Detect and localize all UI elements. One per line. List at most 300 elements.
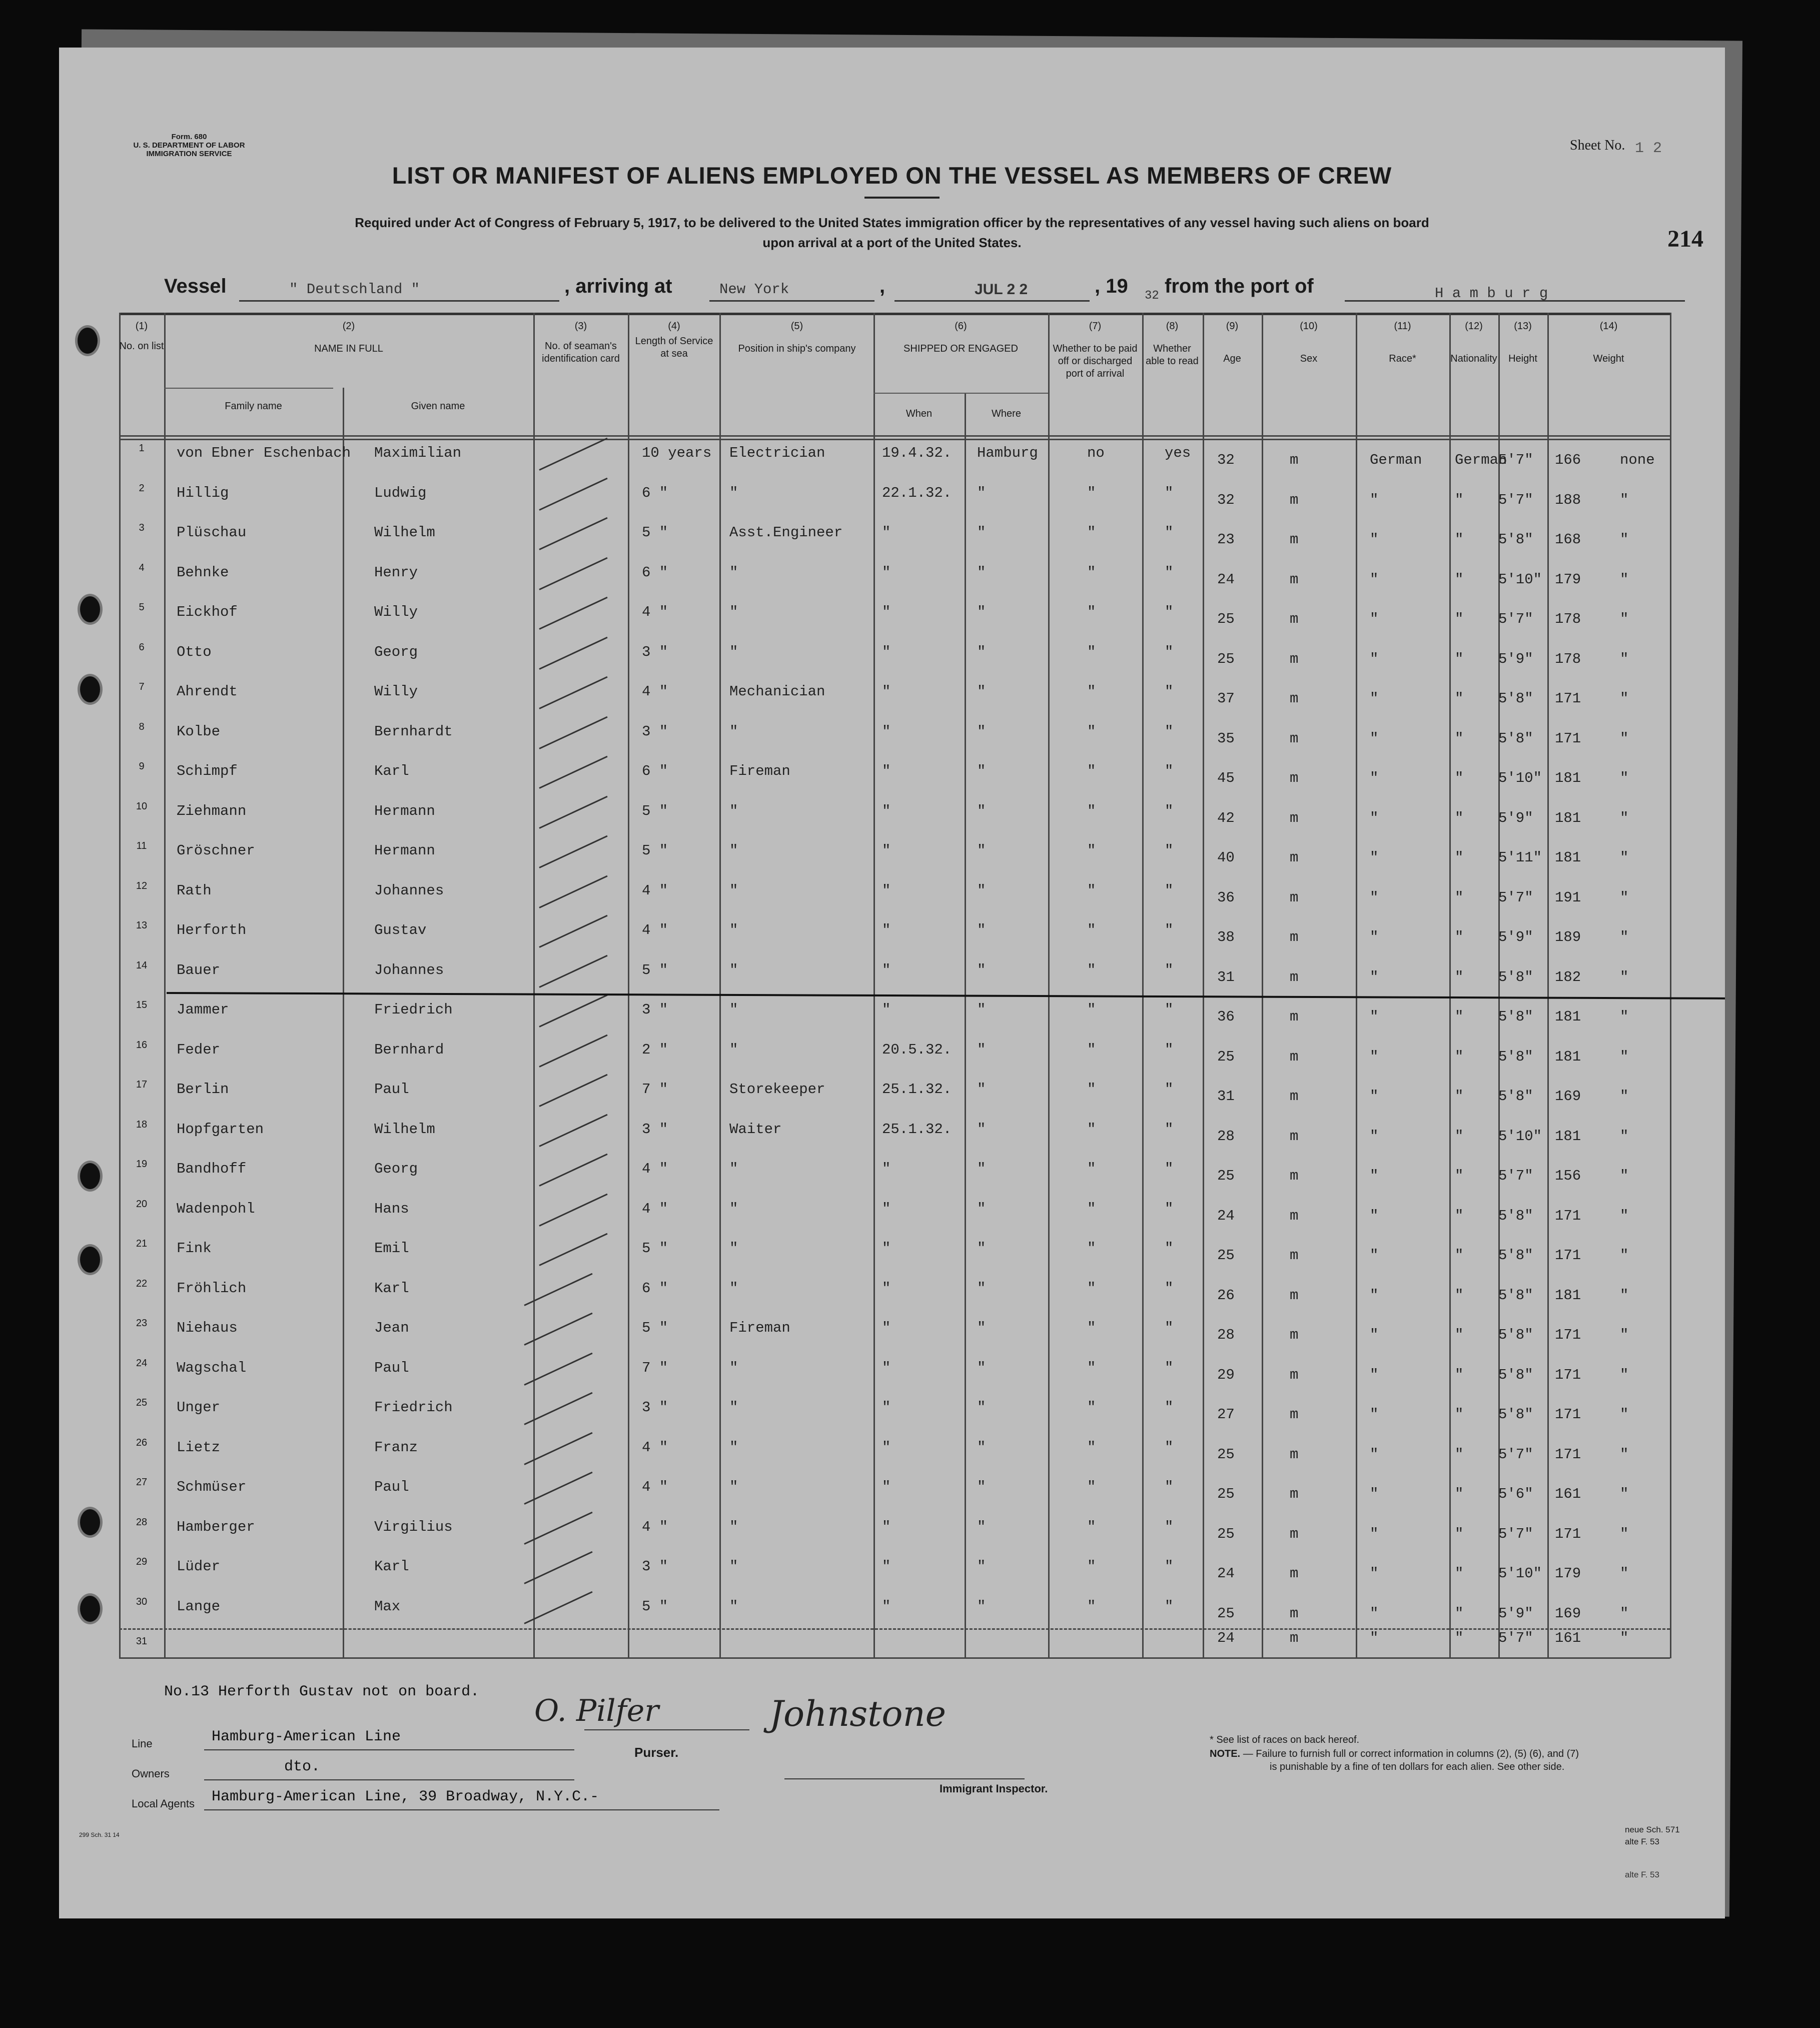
age-cell: 36: [1217, 889, 1235, 906]
paid-off-cell: ": [1087, 683, 1096, 700]
family-name-cell: Unger: [177, 1399, 221, 1416]
shipped-where-cell: ": [977, 604, 986, 620]
paid-off-cell: ": [1087, 1479, 1096, 1495]
given-name-cell: Georg: [374, 1161, 418, 1177]
physical-marks-cell: ": [1620, 1486, 1629, 1502]
header-col-11: (11) Race*: [1389, 321, 1416, 364]
nationality-cell: ": [1455, 730, 1464, 747]
column-rule: [628, 313, 629, 1658]
column-rule: [119, 313, 121, 1658]
physical-marks-cell: ": [1620, 968, 1629, 985]
row-number: 19: [136, 1159, 148, 1170]
paid-off-cell: ": [1087, 1240, 1096, 1257]
sex-cell: m: [1290, 770, 1299, 786]
crew-table: [119, 313, 1670, 1658]
weight-cell: 171: [1555, 1525, 1581, 1542]
service-cell: 10 years: [642, 445, 712, 461]
shipped-when-cell: 25.1.32.: [882, 1121, 952, 1138]
shipped-where-cell: Hamburg: [977, 445, 1038, 461]
race-cell: ": [1370, 968, 1379, 985]
paid-off-cell: ": [1087, 842, 1096, 859]
shipped-where-cell: ": [977, 1081, 986, 1098]
shipped-when-cell: ": [882, 922, 891, 938]
age-cell: 27: [1217, 1406, 1235, 1423]
id-card-check-mark: [539, 597, 607, 630]
weight-cell: 189: [1555, 929, 1581, 945]
column-rule: [164, 313, 166, 1658]
name-subheader-rule: [164, 388, 333, 389]
able-to-read-cell: ": [1165, 1161, 1174, 1177]
shipped-where-cell: ": [977, 1121, 986, 1138]
weight-cell: 178: [1555, 650, 1581, 667]
weight-cell: 168: [1555, 531, 1581, 548]
row-number: 18: [136, 1119, 148, 1130]
id-card-check-mark: [539, 915, 607, 948]
given-name-cell: Bernhardt: [374, 723, 453, 740]
age-cell: 29: [1217, 1366, 1235, 1383]
able-to-read-cell: ": [1165, 1439, 1174, 1456]
sex-cell: m: [1290, 1406, 1299, 1423]
able-to-read-cell: ": [1165, 524, 1174, 541]
header-col-5: (5) Position in ship's company: [738, 321, 856, 354]
nationality-cell: ": [1455, 1287, 1464, 1304]
service-cell: 4 ": [642, 1479, 668, 1495]
form-number: Form. 680: [171, 133, 207, 141]
age-cell: 25: [1217, 1048, 1235, 1065]
able-to-read-cell: ": [1165, 961, 1174, 978]
shipped-where-cell: ": [977, 643, 986, 660]
shipped-where-cell: ": [977, 723, 986, 740]
header-rule: [119, 439, 1670, 440]
weight-cell: 182: [1555, 968, 1581, 985]
age-cell: 25: [1217, 650, 1235, 667]
shipped-where-cell: ": [977, 1359, 986, 1376]
position-cell: ": [729, 1399, 738, 1416]
height-cell: 5'6": [1498, 1486, 1533, 1502]
nationality-cell: ": [1455, 1247, 1464, 1264]
position-cell: Asst.Engineer: [729, 524, 843, 541]
form-identifier: [102, 133, 277, 158]
nationality-cell: ": [1455, 809, 1464, 826]
race-cell: ": [1370, 1605, 1379, 1622]
height-cell: 5'7": [1498, 491, 1533, 508]
paid-off-cell: ": [1087, 961, 1096, 978]
nationality-cell: ": [1455, 690, 1464, 707]
race-cell: ": [1370, 1327, 1379, 1343]
paid-off-cell: ": [1087, 723, 1096, 740]
row-number: 4: [139, 562, 145, 573]
family-name-cell: Herforth: [177, 922, 247, 938]
shipped-where-cell: ": [977, 1161, 986, 1177]
given-name-cell: Wilhelm: [374, 1121, 435, 1138]
nationality-cell: ": [1455, 1486, 1464, 1502]
physical-marks-cell: ": [1620, 1287, 1629, 1304]
able-to-read-cell: ": [1165, 1001, 1174, 1018]
nationality-cell: ": [1455, 889, 1464, 906]
given-name-cell: Friedrich: [374, 1001, 453, 1018]
height-cell: 5'8": [1498, 531, 1533, 548]
given-name-cell: Karl: [374, 763, 409, 779]
weight-cell: 161: [1555, 1630, 1581, 1646]
shipped-when-cell: ": [882, 882, 891, 899]
age-cell: 40: [1217, 849, 1235, 866]
sex-cell: m: [1290, 1008, 1299, 1025]
sheet-number-label: Sheet No.: [1570, 138, 1625, 153]
weight-cell: 171: [1555, 690, 1581, 707]
shipped-where-cell: ": [977, 1320, 986, 1336]
row-number: 24: [136, 1357, 148, 1369]
id-card-check-mark: [539, 438, 607, 471]
title-rule: [864, 197, 940, 199]
height-cell: 5'7": [1498, 1446, 1533, 1463]
inspector-underline: [784, 1778, 1025, 1779]
shipped-when-cell: 22.1.32.: [882, 484, 952, 501]
nationality-cell: German: [1455, 452, 1507, 468]
given-name-cell: Wilhelm: [374, 524, 435, 541]
stamp-alte-2: alte F. 53: [1625, 1870, 1659, 1879]
given-name-cell: Bernhard: [374, 1041, 444, 1058]
shipped-when-cell: ": [882, 1439, 891, 1456]
position-cell: Electrician: [729, 445, 825, 461]
id-card-check-mark: [539, 1193, 607, 1226]
race-cell: ": [1370, 1630, 1379, 1646]
arriving-label: , arriving at: [564, 275, 672, 297]
line-underline: [204, 1749, 574, 1750]
sex-cell: m: [1290, 1366, 1299, 1383]
height-cell: 5'7": [1498, 1525, 1533, 1542]
physical-marks-cell: ": [1620, 1605, 1629, 1622]
race-cell: ": [1370, 1446, 1379, 1463]
row-number: 3: [139, 522, 145, 533]
able-to-read-cell: ": [1165, 1320, 1174, 1336]
paid-off-cell: ": [1087, 1399, 1096, 1416]
race-cell: ": [1370, 1525, 1379, 1542]
subtitle: [259, 213, 1525, 253]
shipped-when-cell: ": [882, 683, 891, 700]
shipped-where-cell: ": [977, 802, 986, 819]
given-name-cell: Paul: [374, 1479, 409, 1495]
family-name-cell: Lüder: [177, 1558, 221, 1575]
height-cell: 5'9": [1498, 650, 1533, 667]
id-card-check-mark: [539, 1114, 607, 1147]
row-number: 10: [136, 800, 148, 812]
shipped-when-cell: ": [882, 1479, 891, 1495]
sex-cell: m: [1290, 611, 1299, 627]
given-name-cell: Willy: [374, 604, 418, 620]
race-cell: ": [1370, 1008, 1379, 1025]
position-cell: ": [729, 1240, 738, 1257]
column-rule: [873, 313, 875, 1658]
owners-label: Owners: [132, 1767, 170, 1780]
nationality-cell: ": [1455, 770, 1464, 786]
family-name-cell: Berlin: [177, 1081, 229, 1098]
family-name-cell: Feder: [177, 1041, 221, 1058]
age-cell: 36: [1217, 1008, 1235, 1025]
punch-hole: [78, 1161, 103, 1192]
row-number: 28: [136, 1516, 148, 1528]
shipped-when-cell: ": [882, 643, 891, 660]
header-col-2: (2) NAME IN FULL: [314, 321, 383, 354]
shipped-when-cell: ": [882, 524, 891, 541]
header-col-3: (3) No. of seaman's identification card: [542, 321, 620, 364]
row-number: 22: [136, 1278, 148, 1289]
able-to-read-cell: ": [1165, 683, 1174, 700]
year-value: 32: [1145, 289, 1159, 303]
column-rule: [1356, 313, 1357, 1658]
able-to-read-cell: ": [1165, 1280, 1174, 1297]
weight-cell: 191: [1555, 889, 1581, 906]
race-cell: ": [1370, 809, 1379, 826]
position-cell: ": [729, 961, 738, 978]
able-to-read-cell: ": [1165, 1558, 1174, 1575]
id-card-check-mark: [539, 716, 607, 749]
service-cell: 5 ": [642, 842, 668, 859]
age-cell: 24: [1217, 1630, 1235, 1646]
id-card-check-mark: [539, 1074, 607, 1107]
shipped-when-cell: ": [882, 564, 891, 581]
physical-marks-cell: ": [1620, 1525, 1629, 1542]
nationality-cell: ": [1455, 571, 1464, 588]
height-cell: 5'7": [1498, 452, 1533, 468]
race-cell: ": [1370, 1048, 1379, 1065]
height-cell: 5'8": [1498, 690, 1533, 707]
paid-off-cell: ": [1087, 763, 1096, 779]
able-to-read-cell: ": [1165, 1518, 1174, 1535]
table-top-rule: [119, 313, 1670, 315]
row-number: 2: [139, 482, 145, 494]
age-cell: 25: [1217, 1605, 1235, 1622]
race-cell: ": [1370, 611, 1379, 627]
stamp-alte: alte F. 53: [1625, 1837, 1659, 1846]
service-cell: 6 ": [642, 1280, 668, 1297]
physical-marks-cell: none: [1620, 452, 1655, 468]
line-value: Hamburg-American Line: [212, 1728, 401, 1745]
given-name-cell: Henry: [374, 564, 418, 581]
weight-cell: 171: [1555, 1207, 1581, 1224]
weight-cell: 181: [1555, 809, 1581, 826]
able-to-read-cell: ": [1165, 763, 1174, 779]
family-name-cell: Behnke: [177, 564, 229, 581]
able-to-read-cell: ": [1165, 484, 1174, 501]
service-cell: 6 ": [642, 484, 668, 501]
shipped-when-cell: ": [882, 1399, 891, 1416]
inspector-signature: Johnstone: [769, 1693, 947, 1734]
nationality-cell: ": [1455, 1446, 1464, 1463]
position-cell: ": [729, 1479, 738, 1495]
sex-cell: m: [1290, 1327, 1299, 1343]
service-cell: 4 ": [642, 1439, 668, 1456]
agents-underline: [204, 1809, 719, 1810]
physical-marks-cell: ": [1620, 809, 1629, 826]
sex-cell: m: [1290, 1247, 1299, 1264]
fine-note-cont: is punishable by a fine of ten dollars for each alien. See other side.: [1270, 1761, 1565, 1772]
port-of-label: from the port of: [1165, 275, 1314, 297]
given-name-cell: Friedrich: [374, 1399, 453, 1416]
weight-cell: 181: [1555, 1128, 1581, 1145]
race-cell: ": [1370, 1366, 1379, 1383]
paid-off-cell: ": [1087, 564, 1096, 581]
shipped-when-cell: ": [882, 1001, 891, 1018]
able-to-read-cell: ": [1165, 1479, 1174, 1495]
nationality-cell: ": [1455, 1128, 1464, 1145]
header-col-6: (6) SHIPPED OR ENGAGED: [903, 321, 1018, 354]
nationality-cell: ": [1455, 1565, 1464, 1582]
physical-marks-cell: ": [1620, 1406, 1629, 1423]
date-underline: [894, 300, 1090, 302]
age-cell: 24: [1217, 1565, 1235, 1582]
id-card-check-mark: [539, 557, 607, 590]
row-number: 21: [136, 1238, 148, 1249]
position-cell: ": [729, 1439, 738, 1456]
service-cell: 5 ": [642, 802, 668, 819]
age-cell: 31: [1217, 1088, 1235, 1105]
header-col-10: (10) Sex: [1300, 321, 1318, 364]
height-cell: 5'7": [1498, 611, 1533, 627]
height-cell: 5'8": [1498, 968, 1533, 985]
owners-underline: [204, 1779, 574, 1780]
row-number: 29: [136, 1556, 148, 1567]
family-name-cell: Otto: [177, 643, 212, 660]
header-given-name: Given name: [411, 401, 465, 412]
able-to-read-cell: yes: [1165, 445, 1191, 461]
paid-off-cell: ": [1087, 1320, 1096, 1336]
height-cell: 5'8": [1498, 1088, 1533, 1105]
sex-cell: m: [1290, 1565, 1299, 1582]
race-cell: ": [1370, 889, 1379, 906]
id-card-check-mark: [539, 1233, 607, 1266]
header-col-13: (13) Height: [1508, 321, 1537, 364]
sex-cell: m: [1290, 1128, 1299, 1145]
given-name-cell: Georg: [374, 643, 418, 660]
physical-marks-cell: ": [1620, 650, 1629, 667]
sex-cell: m: [1290, 889, 1299, 906]
age-cell: 24: [1217, 1207, 1235, 1224]
id-card-check-mark: [539, 954, 607, 987]
family-name-cell: Ziehmann: [177, 802, 247, 819]
paid-off-cell: ": [1087, 484, 1096, 501]
departure-port: H a m b u r g: [1435, 285, 1548, 302]
given-name-cell: Paul: [374, 1081, 409, 1098]
shipped-when-cell: ": [882, 1280, 891, 1297]
service-name: IMMIGRATION SERVICE: [146, 150, 232, 158]
family-name-cell: Fink: [177, 1240, 212, 1257]
nationality-cell: ": [1455, 1207, 1464, 1224]
vessel-underline: [239, 300, 559, 302]
position-cell: ": [729, 564, 738, 581]
able-to-read-cell: ": [1165, 1041, 1174, 1058]
able-to-read-cell: ": [1165, 723, 1174, 740]
row-number: 31: [136, 1636, 148, 1647]
age-cell: 25: [1217, 1168, 1235, 1184]
sex-cell: m: [1290, 929, 1299, 945]
paid-off-cell: ": [1087, 882, 1096, 899]
id-card-check-mark: [539, 835, 607, 868]
height-cell: 5'8": [1498, 1287, 1533, 1304]
id-card-check-mark: [539, 676, 607, 709]
shipped-where-cell: ": [977, 1240, 986, 1257]
column-rule: [1262, 313, 1263, 1658]
nationality-cell: ": [1455, 1525, 1464, 1542]
position-cell: ": [729, 1200, 738, 1217]
footnote-not-on-board: No.13 Herforth Gustav not on board.: [164, 1683, 480, 1700]
nationality-cell: ": [1455, 929, 1464, 945]
row-number: 16: [136, 1039, 148, 1051]
shipped-where-cell: ": [977, 1280, 986, 1297]
given-name-cell: Johannes: [374, 961, 444, 978]
given-name-cell: Franz: [374, 1439, 418, 1456]
id-card-check-mark: [539, 756, 607, 789]
service-cell: 5 ": [642, 1240, 668, 1257]
shipped-where-cell: ": [977, 1200, 986, 1217]
weight-cell: 161: [1555, 1486, 1581, 1502]
weight-cell: 171: [1555, 1446, 1581, 1463]
family-name-cell: Schmüser: [177, 1479, 247, 1495]
height-cell: 5'10": [1498, 1128, 1542, 1145]
row-number: 8: [139, 721, 145, 732]
weight-cell: 169: [1555, 1088, 1581, 1105]
given-name-cell: Max: [374, 1598, 401, 1615]
service-cell: 4 ": [642, 683, 668, 700]
punch-hole: [78, 1593, 103, 1624]
age-cell: 24: [1217, 571, 1235, 588]
given-name-cell: Maximilian: [374, 445, 462, 461]
shipped-where-cell: ": [977, 1041, 986, 1058]
physical-marks-cell: ": [1620, 531, 1629, 548]
nationality-cell: ": [1455, 1605, 1464, 1622]
paid-off-cell: ": [1087, 643, 1096, 660]
position-cell: ": [729, 802, 738, 819]
race-cell: ": [1370, 1406, 1379, 1423]
race-cell: ": [1370, 929, 1379, 945]
position-cell: Fireman: [729, 1320, 790, 1336]
weight-cell: 179: [1555, 571, 1581, 588]
position-cell: ": [729, 882, 738, 899]
position-cell: ": [729, 1001, 738, 1018]
paid-off-cell: ": [1087, 524, 1096, 541]
position-cell: ": [729, 1518, 738, 1535]
column-rule: [1142, 313, 1144, 1658]
position-cell: ": [729, 1558, 738, 1575]
family-name-cell: Niehaus: [177, 1320, 238, 1336]
header-col-9: (9) Age: [1223, 321, 1241, 364]
age-cell: 25: [1217, 1247, 1235, 1264]
able-to-read-cell: ": [1165, 1240, 1174, 1257]
id-card-check-mark: [539, 636, 607, 669]
service-cell: 2 ": [642, 1041, 668, 1058]
race-cell: ": [1370, 1565, 1379, 1582]
given-name-cell: Ludwig: [374, 484, 427, 501]
nationality-cell: ": [1455, 611, 1464, 627]
service-cell: 4 ": [642, 882, 668, 899]
race-cell: ": [1370, 849, 1379, 866]
service-cell: 5 ": [642, 1320, 668, 1336]
able-to-read-cell: ": [1165, 643, 1174, 660]
row-number: 5: [139, 602, 145, 613]
column-rule: [1203, 313, 1204, 1658]
agents-label: Local Agents: [132, 1797, 195, 1810]
paid-off-cell: ": [1087, 1041, 1096, 1058]
id-card-check-mark: [539, 994, 607, 1028]
row-number: 13: [136, 920, 148, 931]
physical-marks-cell: ": [1620, 1446, 1629, 1463]
position-cell: ": [729, 1161, 738, 1177]
position-cell: ": [729, 1598, 738, 1615]
nationality-cell: ": [1455, 1008, 1464, 1025]
family-name-cell: Hopfgarten: [177, 1121, 264, 1138]
family-name-cell: Schimpf: [177, 763, 238, 779]
sex-cell: m: [1290, 730, 1299, 747]
service-cell: 4 ": [642, 1518, 668, 1535]
